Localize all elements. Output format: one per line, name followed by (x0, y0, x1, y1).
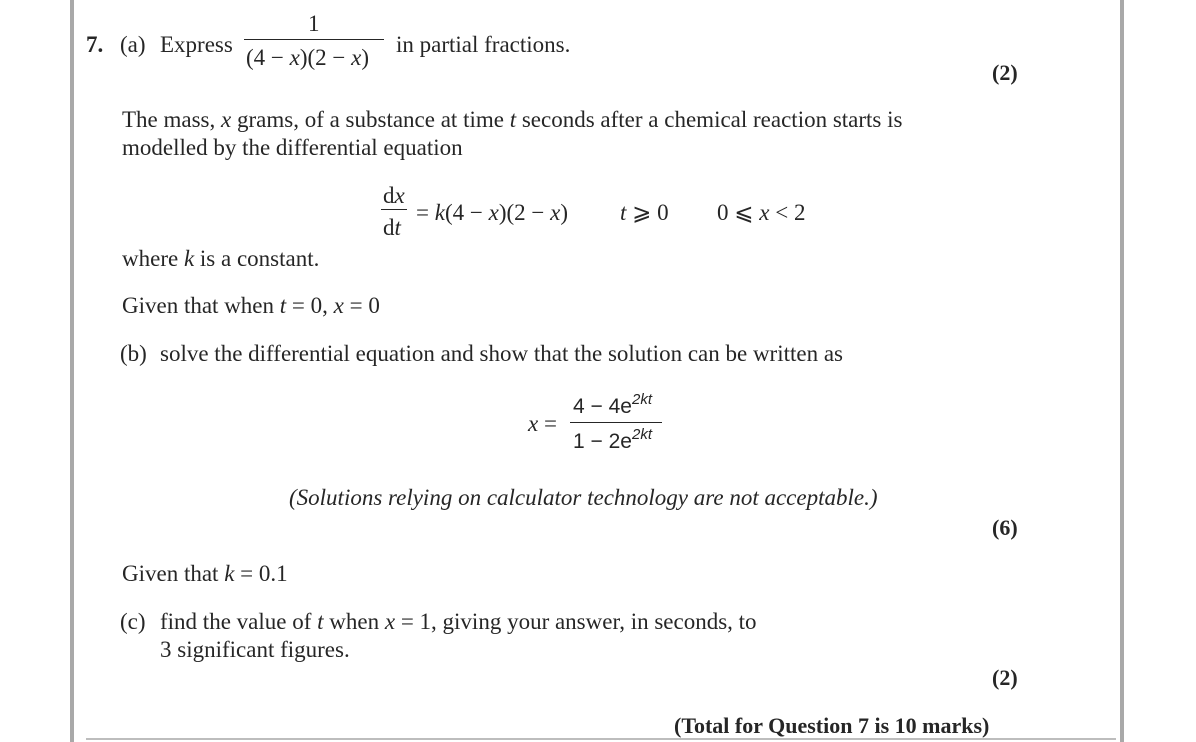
part-a-express: Express (160, 32, 233, 57)
part-a-fraction-numerator: 1 (308, 11, 320, 36)
de-fraction-bar (381, 209, 407, 210)
part-c-label: (c) (120, 609, 146, 634)
given-line: Given that when t = 0, x = 0 (122, 293, 380, 318)
solution-fraction-bar (570, 422, 662, 423)
part-b-text: solve the differential equation and show that the solution can be written as (160, 341, 844, 366)
part-c-line-1: find the value of t when x = 1, giving your answer, in seconds, to (160, 609, 757, 634)
de-condition-t: t ⩾ 0 (620, 200, 669, 225)
part-a-marks: (2) (992, 60, 1018, 85)
part-a-fraction-bar (244, 39, 384, 40)
where-line: where k is a constant. (122, 246, 320, 271)
de-rhs: = k(4 − x)(2 − x) (416, 200, 568, 225)
question-number: 7. (86, 32, 104, 57)
page-left-border (70, 0, 74, 742)
part-c-marks: (2) (992, 665, 1018, 690)
part-b-note: (Solutions relying on calculator technology are not acceptable.) (289, 485, 878, 510)
context-line-2: modelled by the differential equation (122, 135, 463, 160)
de-numerator: dx (383, 183, 405, 208)
part-a-fraction-denominator: (4 − x)(2 − x) (246, 45, 370, 70)
de-denominator: dt (383, 215, 401, 240)
part-c-line-2: 3 significant figures. (160, 637, 350, 662)
part-b-marks: (6) (992, 515, 1018, 540)
page-right-border (1120, 0, 1124, 742)
solution-denominator: $1 - 2e^{2kt}$ (573, 426, 652, 453)
context-line-1: The mass, x grams, of a substance at time t seconds after a chemical reaction starts is (122, 107, 903, 132)
de-condition-x: 0 ⩽ x < 2 (717, 200, 806, 225)
solution-lhs: x = (528, 411, 557, 436)
given-k-line: Given that k = 0.1 (122, 561, 288, 586)
part-a-label: (a) (120, 32, 146, 57)
bottom-rule (86, 738, 1116, 740)
question-total: (Total for Question 7 is 10 marks) (674, 713, 990, 738)
part-a-text: in partial fractions. (396, 32, 571, 57)
part-b-label: (b) (120, 341, 147, 366)
solution-numerator: $4 - 4e^{2kt}$ (573, 391, 652, 418)
